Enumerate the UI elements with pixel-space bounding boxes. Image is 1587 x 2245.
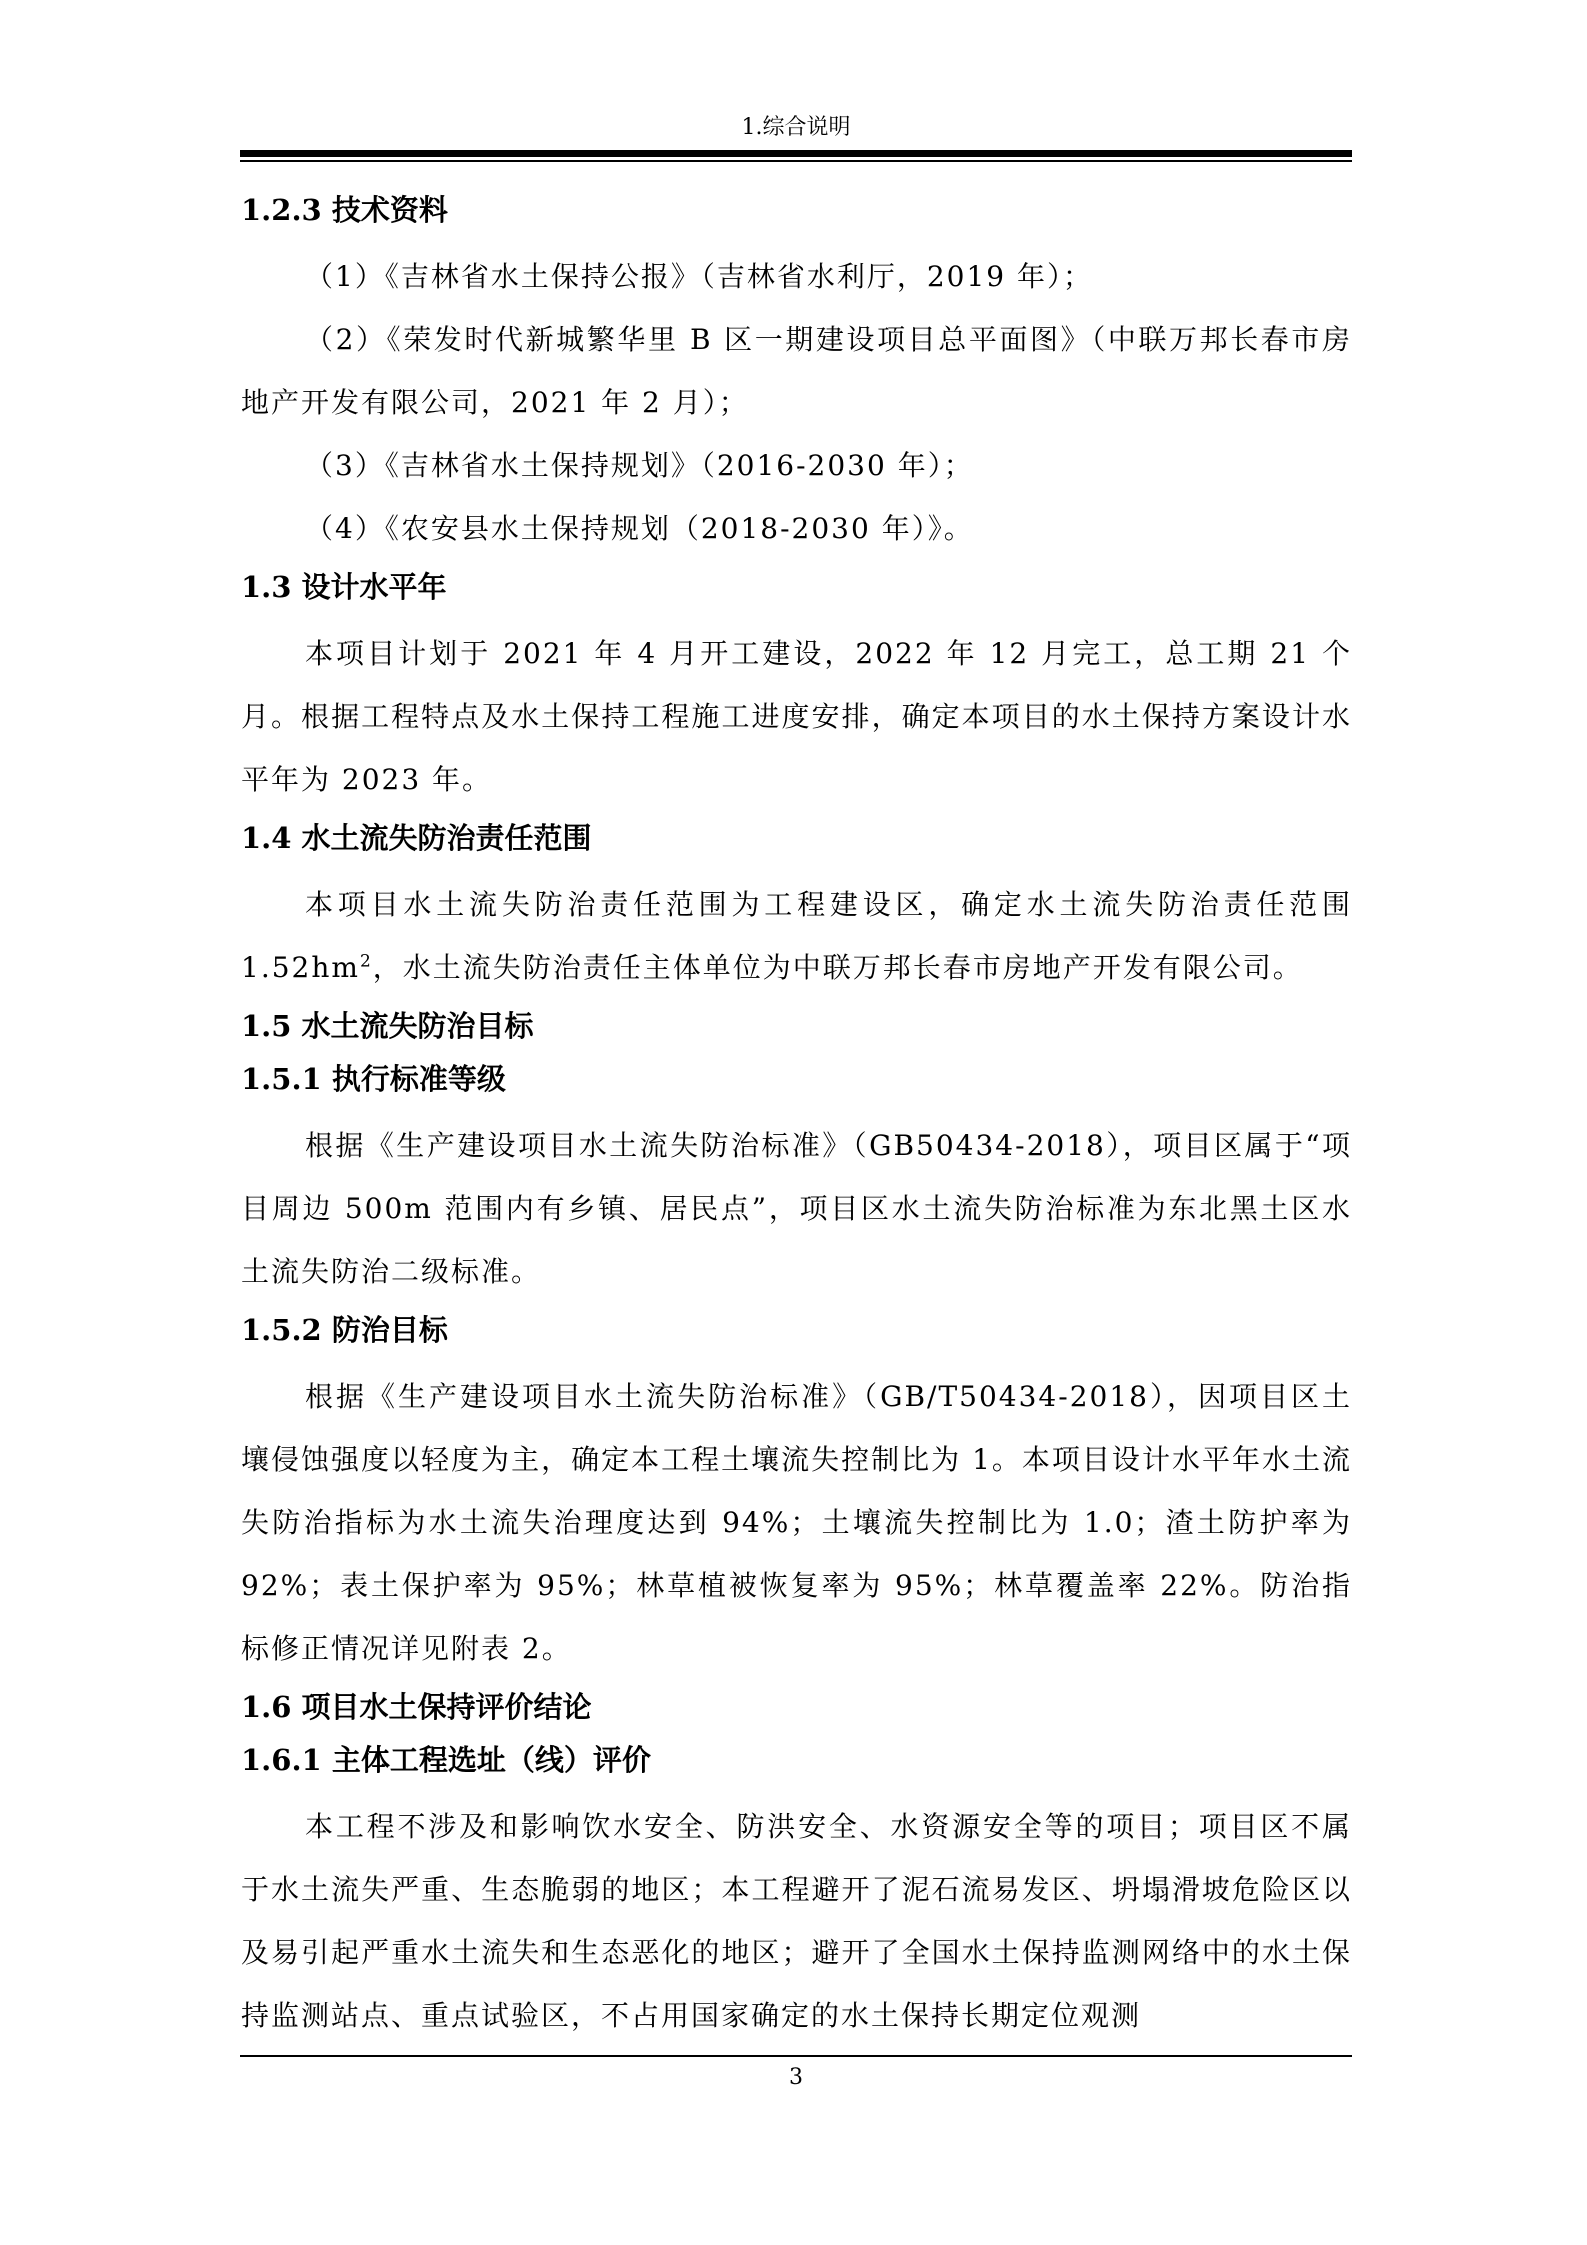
footer-rule bbox=[240, 2055, 1352, 2057]
reference-item: （1）《吉林省水土保持公报》（吉林省水利厅，2019 年）； bbox=[305, 260, 1093, 293]
paragraph-design-year: 本项目计划于 2021 年 4 月开工建设，2022 年 12 月完工，总工期 21 个月。根据工程特点及水土保持工程施工进度安排，确定本项目的水土保持方案设计水平年为 2023 年。 bbox=[241, 637, 1352, 796]
responsibility-text-b: ，水土流失防治责任主体单位为中联万邦长春市房地产开发有限公司。 bbox=[372, 951, 1303, 984]
paragraph-responsibility-scope bbox=[241, 873, 1352, 999]
paragraph-targets: 根据《生产建设项目水土流失防治标准》（GB/T50434-2018），因项目区土壤侵蚀强度以轻度为主，确定本工程土壤流失控制比为 1。本项目设计水平年水土流失防治指标为水土流失治理度达到 94%；土壤流失控制比为 1.0；渣土防护率为 92%；表土保护率为 95%；林草植被恢复率为 95%；林草覆盖率 22%。防治指标修正情况详见附表 2。 bbox=[241, 1380, 1352, 1665]
heading-1-6-1: 1.6.1 主体工程选址（线）评价 bbox=[241, 1743, 651, 1777]
page-number: 3 bbox=[789, 2065, 803, 2090]
running-header: 1.综合说明 bbox=[741, 115, 851, 140]
heading-1-2-3: 1.2.3 技术资料 bbox=[241, 193, 448, 227]
heading-1-5-1: 1.5.1 执行标准等级 bbox=[241, 1062, 506, 1096]
paragraph-site-evaluation: 本工程不涉及和影响饮水安全、防洪安全、水资源安全等的项目；项目区不属于水土流失严重、生态脆弱的地区；本工程避开了泥石流易发区、坍塌滑坡危险区以及易引起严重水土流失和生态恶化的地区；避开了全国水土保持监测网络中的水土保持监测站点、重点试验区，不占用国家确定的水土保持长期定位观测 bbox=[241, 1810, 1352, 2032]
heading-1-3: 1.3 设计水平年 bbox=[241, 570, 447, 604]
reference-item: （3）《吉林省水土保持规划》（2016-2030 年）； bbox=[305, 449, 974, 482]
heading-1-4: 1.4 水土流失防治责任范围 bbox=[241, 821, 592, 855]
heading-1-6: 1.6 项目水土保持评价结论 bbox=[241, 1690, 592, 1724]
document-body bbox=[241, 183, 1352, 2047]
header-rule bbox=[240, 150, 1352, 157]
reference-item: （2）《荣发时代新城繁华里 B 区一期建设项目总平面图》（中联万邦长春市房地产开发有限公司，2021 年 2 月）； bbox=[241, 323, 1352, 419]
heading-1-5-2: 1.5.2 防治目标 bbox=[241, 1313, 448, 1347]
responsibility-text-a: 本项目水土流失防治责任范围为工程建设区，确定水土流失防治责任范围 1.52hm bbox=[241, 888, 1352, 984]
header-rule-thin bbox=[240, 160, 1352, 162]
heading-1-5: 1.5 水土流失防治目标 bbox=[241, 1009, 534, 1043]
area-unit-superscript: 2 bbox=[359, 951, 373, 972]
paragraph-standard-level: 根据《生产建设项目水土流失防治标准》（GB50434-2018），项目区属于“项目周边 500m 范围内有乡镇、居民点”，项目区水土流失防治标准为东北黑土区水土流失防治二级标准。 bbox=[241, 1129, 1352, 1288]
reference-item: （4）《农安县水土保持规划（2018-2030 年）》。 bbox=[305, 512, 974, 545]
